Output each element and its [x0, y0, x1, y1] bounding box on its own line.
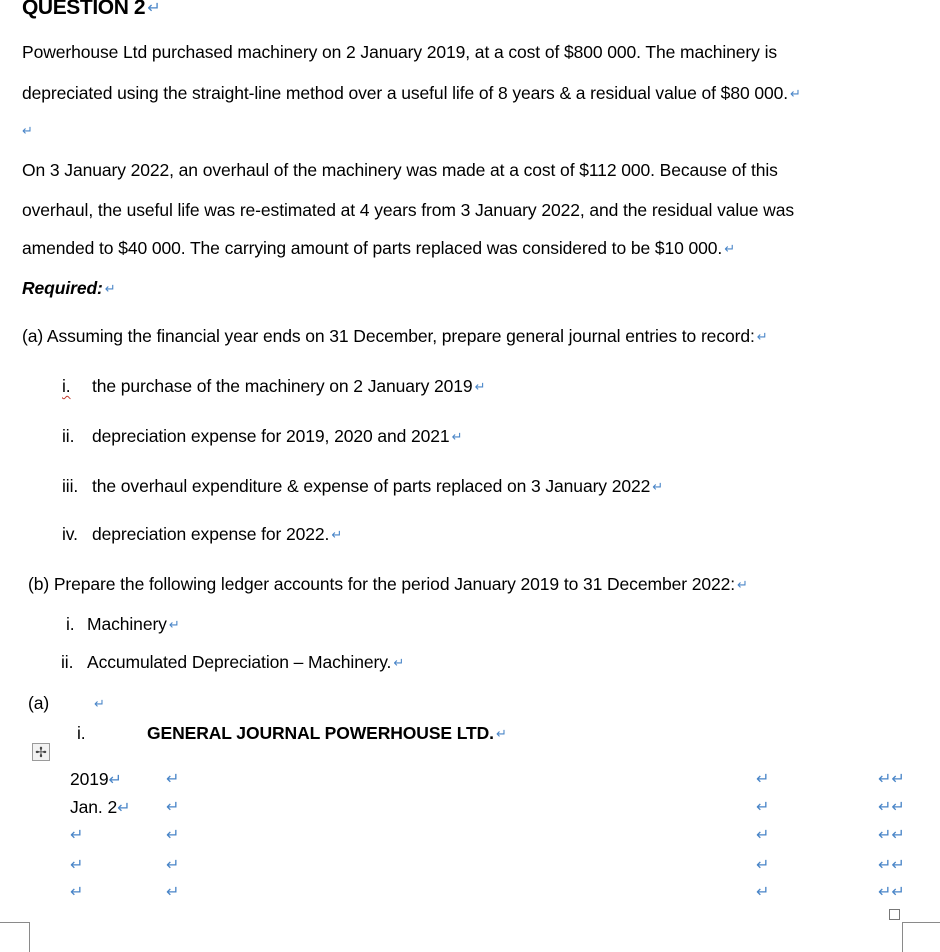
table-cell-account[interactable]: ↵	[166, 771, 180, 788]
cell-mark-icon: ↵	[108, 772, 122, 789]
table-cell-debit[interactable]: ↵	[756, 857, 770, 874]
cell-mark-icon: ↵	[117, 800, 131, 817]
table-cell-account[interactable]: ↵	[166, 857, 180, 874]
paragraph-mark-icon: ↵	[790, 86, 801, 101]
table-row-end: ↵↵	[878, 799, 905, 816]
table-resize-handle-icon[interactable]	[889, 909, 900, 920]
table-cell-date[interactable]: 2019↵	[70, 769, 122, 789]
paragraph-mark-icon: ↵	[94, 696, 105, 711]
answer-label: (a)	[28, 693, 50, 713]
paragraph-mark-icon: ↵	[474, 379, 486, 394]
part-b-text: (b) Prepare the following ledger accounts for the period January 2019 to 31 December 2022: ↵	[28, 574, 748, 594]
part-b-item-2: ii. Accumulated Depreciation – Machinery. ↵	[61, 652, 405, 672]
table-cell-date[interactable]: ↵	[70, 827, 84, 844]
required-label: Required: ↵	[22, 278, 116, 298]
page-corner-mark	[0, 922, 30, 952]
part-a-item-4: iv. depreciation expense for 2022. ↵	[62, 524, 343, 544]
part-a-item-3: iii. the overhaul expenditure & expense of parts replaced on 3 January 2022 ↵	[62, 476, 664, 496]
table-cell-date[interactable]: ↵	[70, 857, 84, 874]
para1-line2: depreciated using the straight-line method over a useful life of 8 years & a residual value of $80 000. ↵	[22, 83, 801, 103]
table-cell-debit[interactable]: ↵	[756, 771, 770, 788]
para2-line2: overhaul, the useful life was re-estimated at 4 years from 3 January 2022, and the residual value was	[22, 200, 794, 220]
empty-paragraph	[20, 120, 33, 141]
table-cell-debit[interactable]: ↵	[756, 884, 770, 901]
paragraph-mark-icon: ↵	[756, 329, 768, 344]
journal-title: GENERAL JOURNAL POWERHOUSE LTD. ↵	[147, 723, 507, 743]
paragraph-mark-icon: ↵	[495, 726, 507, 741]
empty-paragraph	[92, 693, 105, 714]
paragraph-mark-icon: ↵	[393, 655, 405, 670]
paragraph-mark-icon: ↵	[147, 0, 161, 17]
heading-text: QUESTION 2	[22, 0, 146, 19]
part-a-item-1: i. the purchase of the machinery on 2 January 2019 ↵	[62, 376, 486, 396]
table-cell-debit[interactable]: ↵	[756, 827, 770, 844]
paragraph-mark-icon: ↵	[22, 123, 33, 138]
paragraph-mark-icon: ↵	[652, 479, 664, 494]
table-cell-date[interactable]: ↵	[70, 884, 84, 901]
table-cell-account[interactable]: ↵	[166, 799, 180, 816]
paragraph-mark-icon: ↵	[451, 429, 463, 444]
paragraph-mark-icon: ↵	[104, 281, 116, 296]
paragraph-mark-icon: ↵	[724, 241, 735, 256]
question-heading	[22, 0, 160, 20]
table-cell-date[interactable]: Jan. 2↵	[70, 797, 131, 817]
part-a-item-2: ii. depreciation expense for 2019, 2020 and 2021 ↵	[62, 426, 463, 446]
table-cell-account[interactable]: ↵	[166, 884, 180, 901]
table-row-end: ↵↵	[878, 884, 905, 901]
table-cell-debit[interactable]: ↵	[756, 799, 770, 816]
para1-line1: Powerhouse Ltd purchased machinery on 2 January 2019, at a cost of $800 000. The machinery is	[22, 42, 778, 62]
paragraph-mark-icon: ↵	[331, 527, 343, 542]
table-move-handle-icon[interactable]: ✢	[32, 743, 50, 761]
page-corner-mark	[902, 922, 940, 952]
table-row-end: ↵↵	[878, 771, 905, 788]
part-b-item-1: i. Machinery ↵	[66, 614, 180, 634]
para2-line3: amended to $40 000. The carrying amount of parts replaced was considered to be $10 000. ↵	[22, 238, 735, 258]
paragraph-mark-icon: ↵	[737, 577, 748, 592]
answer-sub-number: i.	[77, 723, 86, 743]
paragraph-mark-icon: ↵	[168, 617, 180, 632]
para2-line1: On 3 January 2022, an overhaul of the machinery was made at a cost of $112 000. Because of this	[22, 160, 778, 180]
table-row-end: ↵↵	[878, 857, 905, 874]
table-row-end: ↵↵	[878, 827, 905, 844]
table-cell-account[interactable]: ↵	[166, 827, 180, 844]
part-a-text: (a) Assuming the financial year ends on 31 December, prepare general journal entries to record: ↵	[22, 326, 768, 346]
